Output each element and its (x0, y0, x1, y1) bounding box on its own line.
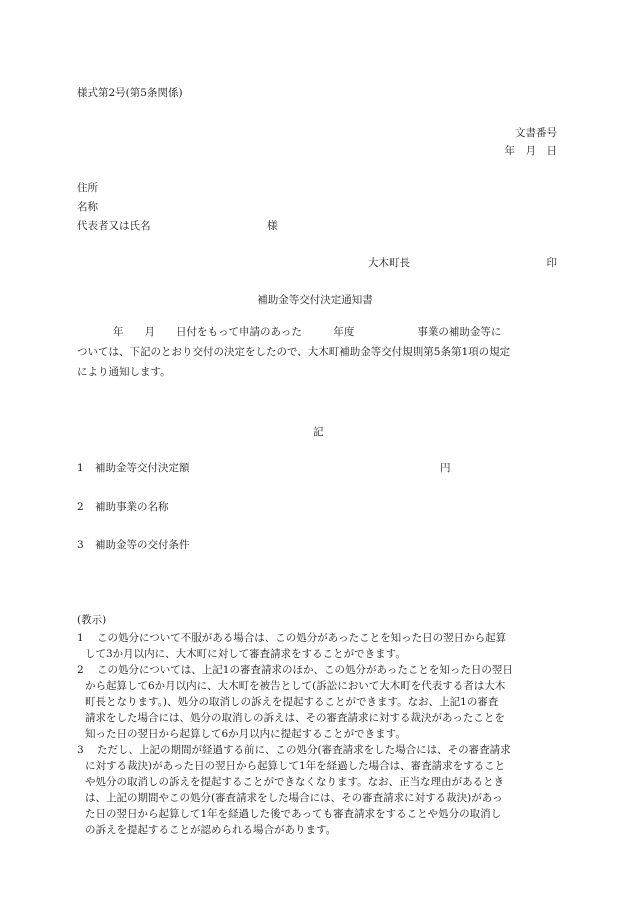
notice-line: の訴えを提起することが認められる場合があります。 (85, 824, 337, 836)
body-line: 年 月 日付をもって申請のあった 年度 事業の補助金等に (113, 326, 502, 338)
date-line: 年 月 日 (504, 145, 557, 157)
notice-line: ただし、上記の期間が経過する前に、この処分(審査請求をした場合には、その審査請求 (97, 744, 511, 756)
item-number: 3 (77, 539, 84, 551)
notice-item-number: 3 (77, 744, 84, 756)
item-project-name: 補助事業の名称 (95, 501, 169, 513)
honorific: 様 (267, 220, 278, 232)
notice-line: この処分について不服がある場合は、この処分があったことを知った日の翌日から起算 (97, 632, 507, 644)
body-line: により通知します。 (77, 366, 171, 378)
addressee-address: 住所 (77, 182, 98, 194)
item-number: 1 (77, 462, 84, 474)
notice-line: 知った日の翌日から起算して6か月以内に提起することができます。 (85, 728, 406, 740)
notice-line: して3か月以内に、大木町に対して審査請求をすることができます。 (85, 648, 406, 660)
item-grant-amount: 補助金等交付決定額 (95, 462, 190, 474)
notice-line: た日の翌日から起算して1年を経過した後であっても審査請求をすることや処分の取消し (85, 808, 502, 820)
issuer-title: 大木町長 (368, 257, 410, 269)
notice-item (77, 742, 557, 838)
ki-heading: 記 (313, 426, 324, 438)
notice-item-number: 1 (77, 632, 84, 644)
form-label: 様式第2号(第5条関係) (77, 87, 183, 99)
notice-heading: (教示) (77, 614, 107, 626)
addressee-representative: 代表者又は氏名 (77, 220, 151, 232)
notice-line: この処分については、上記1の審査請求のほか、この処分があったことを知った日の翌日 (97, 664, 513, 676)
notice-line: は、上記の期間やこの処分(審査請求をした場合には、その審査請求に対する裁決)があっ (85, 792, 503, 804)
notice-line: から起算して6か月以内に、大木町を被告として(訴訟において大木町を代表する者は大木 (85, 680, 506, 692)
notice-item (77, 630, 557, 662)
notice-line: に対する裁決)があった日の翌日から起算して1年を経過した場合は、審査請求をすること (85, 760, 506, 772)
notice-item (77, 662, 557, 742)
notice-line: や処分の取消しの訴えを提起することができなくなります。なお、正当な理由があるとき (85, 776, 505, 788)
notice-line: 請求をした場合には、処分の取消しの訴えは、その審査請求に対する裁決があったことを (85, 712, 505, 724)
document-title: 補助金等交付決定通知書 (257, 294, 373, 306)
notice-line: 町長となります。)、処分の取消しの訴えを提起することができます。なお、上記1の審査 (85, 696, 499, 708)
addressee-name: 名称 (77, 201, 98, 213)
item-number: 2 (77, 501, 84, 513)
body-line: ついては、下記のとおり交付の決定をしたので、大木町補助金等交付規則第5条第1項の規定 (77, 346, 511, 358)
seal-mark: 印 (546, 257, 557, 269)
document-number: 文書番号 (515, 127, 557, 139)
item-grant-conditions: 補助金等の交付条件 (95, 539, 190, 551)
body-paragraph (77, 322, 555, 382)
yen-suffix: 円 (440, 462, 451, 474)
notice-item-number: 2 (77, 664, 84, 676)
